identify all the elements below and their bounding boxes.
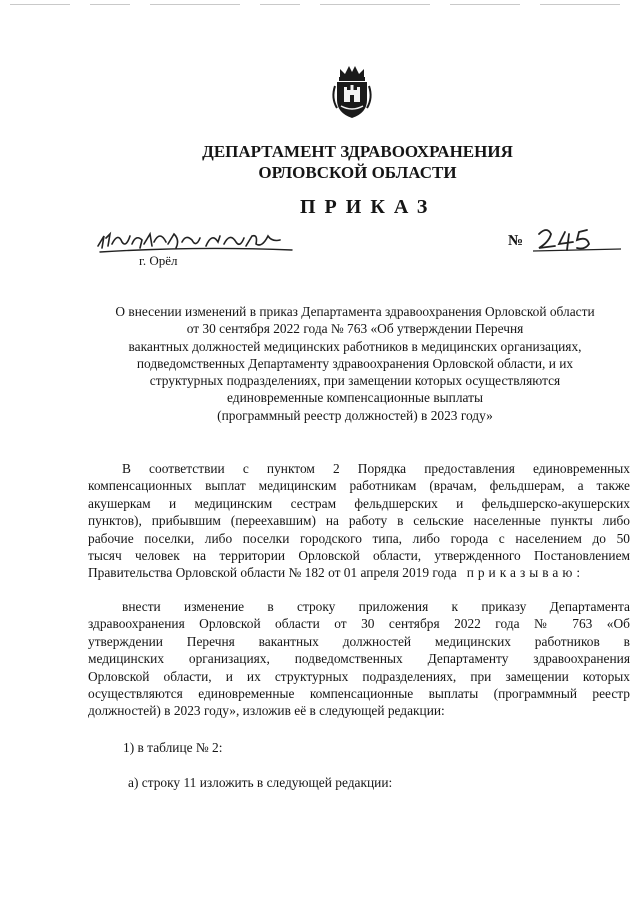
- order-caption: [80, 303, 630, 424]
- caption-line: подведомственных Департаменту здравоохранения Орловской области, и их: [136, 355, 574, 371]
- caption-line: единовременные компенсационные выплаты: [227, 390, 483, 406]
- department-name-line1: ДЕПАРТАМЕНТ ЗДРАВООХРАНЕНИЯ: [202, 142, 513, 161]
- city-label: г. Орёл: [139, 253, 178, 268]
- coat-of-arms-icon: [329, 64, 375, 120]
- caption-line: О внесении изменений в приказ Департамента здравоохранения Орловской области: [115, 304, 595, 319]
- paragraph-line: пунктов), прибывшим (переехавшим) на работу в сельские населенные пункты либо: [88, 513, 630, 529]
- paragraph-line: компенсационных выплат медицинским работникам (врачам, фельдшерам, а также: [88, 478, 630, 494]
- paragraph-line: утверждении Перечня вакантных должностей медицинских работников в: [88, 633, 630, 649]
- paragraph-line-text: Правительства Орловской области № 182 от 01 апреля 2019 года: [88, 565, 457, 581]
- caption-line: (программный реестр должностей) в 2023 году»: [217, 407, 493, 423]
- decision-paragraph: [88, 598, 630, 720]
- caption-line: структурных подразделениях, при замещении которых осуществляются: [149, 373, 561, 389]
- order-number-label: №: [508, 233, 524, 249]
- list-item-a: а) строку 11 изложить в следующей редакции:: [128, 775, 393, 790]
- paragraph-line: медицинских организациях, подведомственных Департаменту здравоохранения: [88, 651, 630, 667]
- paragraph-line: должностей) в 2023 году», изложив её в следующей редакции:: [88, 703, 445, 719]
- paragraph-line: рабочие поселки, либо поселки городского типа, либо города с населением до 50: [88, 530, 630, 546]
- caption-line: вакантных должностей медицинских работников в медицинских организациях,: [128, 338, 582, 354]
- scan-edge-marks: [0, 4, 639, 7]
- caption-line: от 30 сентября 2022 года № 763 «Об утверждении Перечня: [186, 321, 524, 337]
- handwritten-date: [96, 222, 296, 256]
- order-word: приказываю:: [466, 565, 585, 581]
- preamble-paragraph: [88, 460, 630, 582]
- paragraph-line: [88, 564, 630, 581]
- list-item-1: 1) в таблице № 2:: [123, 740, 223, 755]
- paragraph-line: здравоохранения Орловской области от 30 сентября 2022 года № 763 «Об: [88, 616, 630, 632]
- paragraph-line: внести изменение в строку приложения к приказу Департамента: [122, 599, 630, 614]
- paragraph-line: акушеркам и медицинским сестрам фельдшерских и фельдшерско-акушерских: [88, 495, 630, 511]
- department-name-line2: ОРЛОВСКОЙ ОБЛАСТИ: [258, 163, 457, 182]
- paragraph-line: осуществляются единовременные компенсационные выплаты (программный реестр: [88, 686, 630, 702]
- document-type-title: ПРИКАЗ: [300, 196, 437, 218]
- paragraph-line: Орловской области, и их структурных подразделениях, при замещении которых: [88, 668, 630, 684]
- handwritten-order-number: [531, 224, 623, 256]
- paragraph-line: тысяч человек на территории Орловской области, утвержденного Постановлением: [88, 548, 630, 564]
- paragraph-line: В соответствии с пунктом 2 Порядка предоставления единовременных: [122, 461, 630, 476]
